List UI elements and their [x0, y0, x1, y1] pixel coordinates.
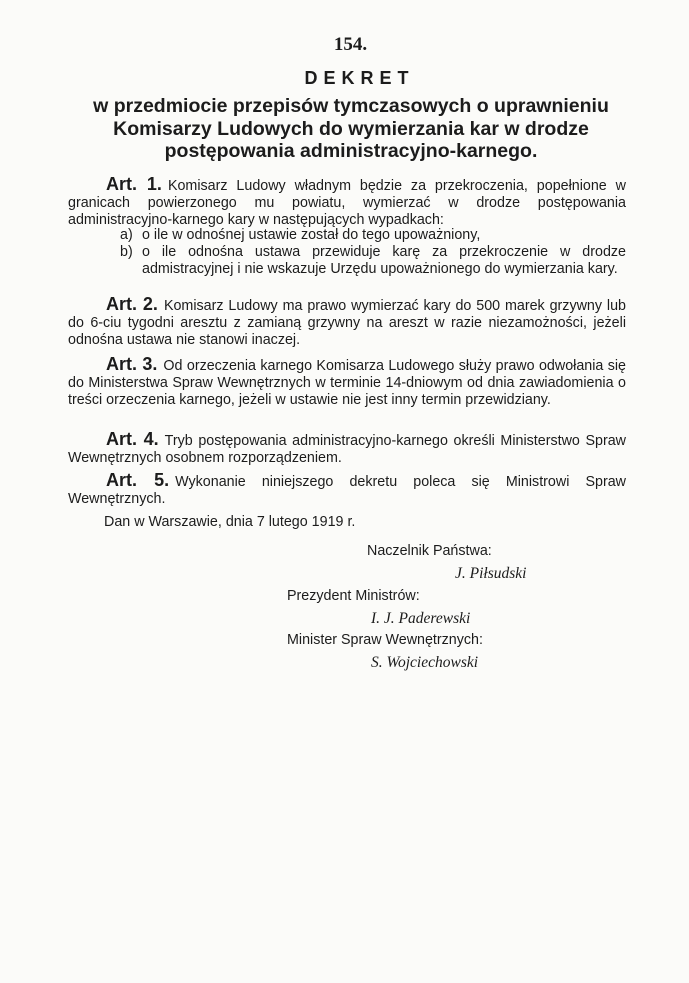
- decree-title: w przedmiocie przepisów tymczasowych o uprawnieniu Komisarzy Ludowych do wymierzania kar w drodze postępowania administracyjno-karnego.: [93, 95, 609, 162]
- signatory-title-head-of-state: Naczelnik Państwa:: [367, 543, 492, 559]
- signatory-name-interior-minister: S. Wojciechowski: [371, 654, 479, 671]
- signatory-name-head-of-state: J. Piłsudski: [455, 565, 527, 582]
- list-item-text: o ile w odnośnej ustawie został do tego upoważniony,: [142, 227, 481, 243]
- article-4: [68, 431, 626, 467]
- article-2: [68, 296, 626, 350]
- list-item-marker: a): [120, 227, 133, 243]
- article-1-list: [120, 227, 626, 279]
- signatory-title-interior-minister: Minister Spraw Wewnętrznych:: [287, 632, 483, 648]
- list-item: [120, 227, 626, 244]
- article-3-label: Art. 3.: [106, 354, 158, 374]
- list-item-text: o ile odnośna ustawa przewiduje karę za przekroczenie w drodze admistracyjnej i nie wskazuje Urzędu upoważnionego do wymierzania kary.: [142, 244, 626, 278]
- article-5: [68, 472, 626, 508]
- signatory-name-prime-minister: I. J. Paderewski: [371, 610, 471, 627]
- article-4-text: Tryb postępowania administracyjno-karnego określi Ministerstwo Spraw Wewnętrznych osobnem rozporządzeniem.: [68, 433, 627, 467]
- signatory-title-prime-minister: Prezydent Ministrów:: [287, 588, 420, 604]
- article-3: [68, 356, 626, 410]
- article-2-label: Art. 2.: [106, 294, 158, 314]
- document-type-heading: DEKRET: [304, 68, 415, 88]
- list-item-marker: b): [120, 244, 133, 261]
- article-1-label: Art. 1.: [106, 174, 162, 194]
- article-1: [68, 176, 626, 230]
- date-place-line: Dan w Warszawie, dnia 7 lutego 1919 r.: [104, 514, 356, 530]
- article-1-text: Komisarz Ludowy władnym będzie za przekroczenia, popełnione w granicach powierzonego mu powiatu, wymierzać w drodze postępowania administracyjno-karnego kary w następujących wypadkach:: [68, 178, 626, 229]
- article-2-text: Komisarz Ludowy ma prawo wymierzać kary do 500 marek grzywny lub do 6-ciu tygodni aresztu z zamianą grzywny na areszt w razie niezamożności, jeżeli odnośna ustawa nie stanowi inaczej.: [68, 298, 626, 349]
- list-item: [120, 244, 626, 278]
- article-4-label: Art. 4.: [106, 429, 159, 449]
- article-3-text: Od orzeczenia karnego Komisarza Ludowego służy prawo odwołania się do Ministerstwa Spraw Wewnętrznych w terminie 14-dniowym od dnia zawiadomienia o treści orzeczenia karnego, jeżeli w ustawie nie jest inny termin przewidziany.: [68, 358, 627, 409]
- page-number: 154.: [333, 34, 368, 55]
- article-5-label: Art. 5.: [106, 470, 170, 490]
- article-5-text: Wykonanie niniejszego dekretu poleca się Ministrowi Spraw Wewnętrznych.: [68, 474, 626, 508]
